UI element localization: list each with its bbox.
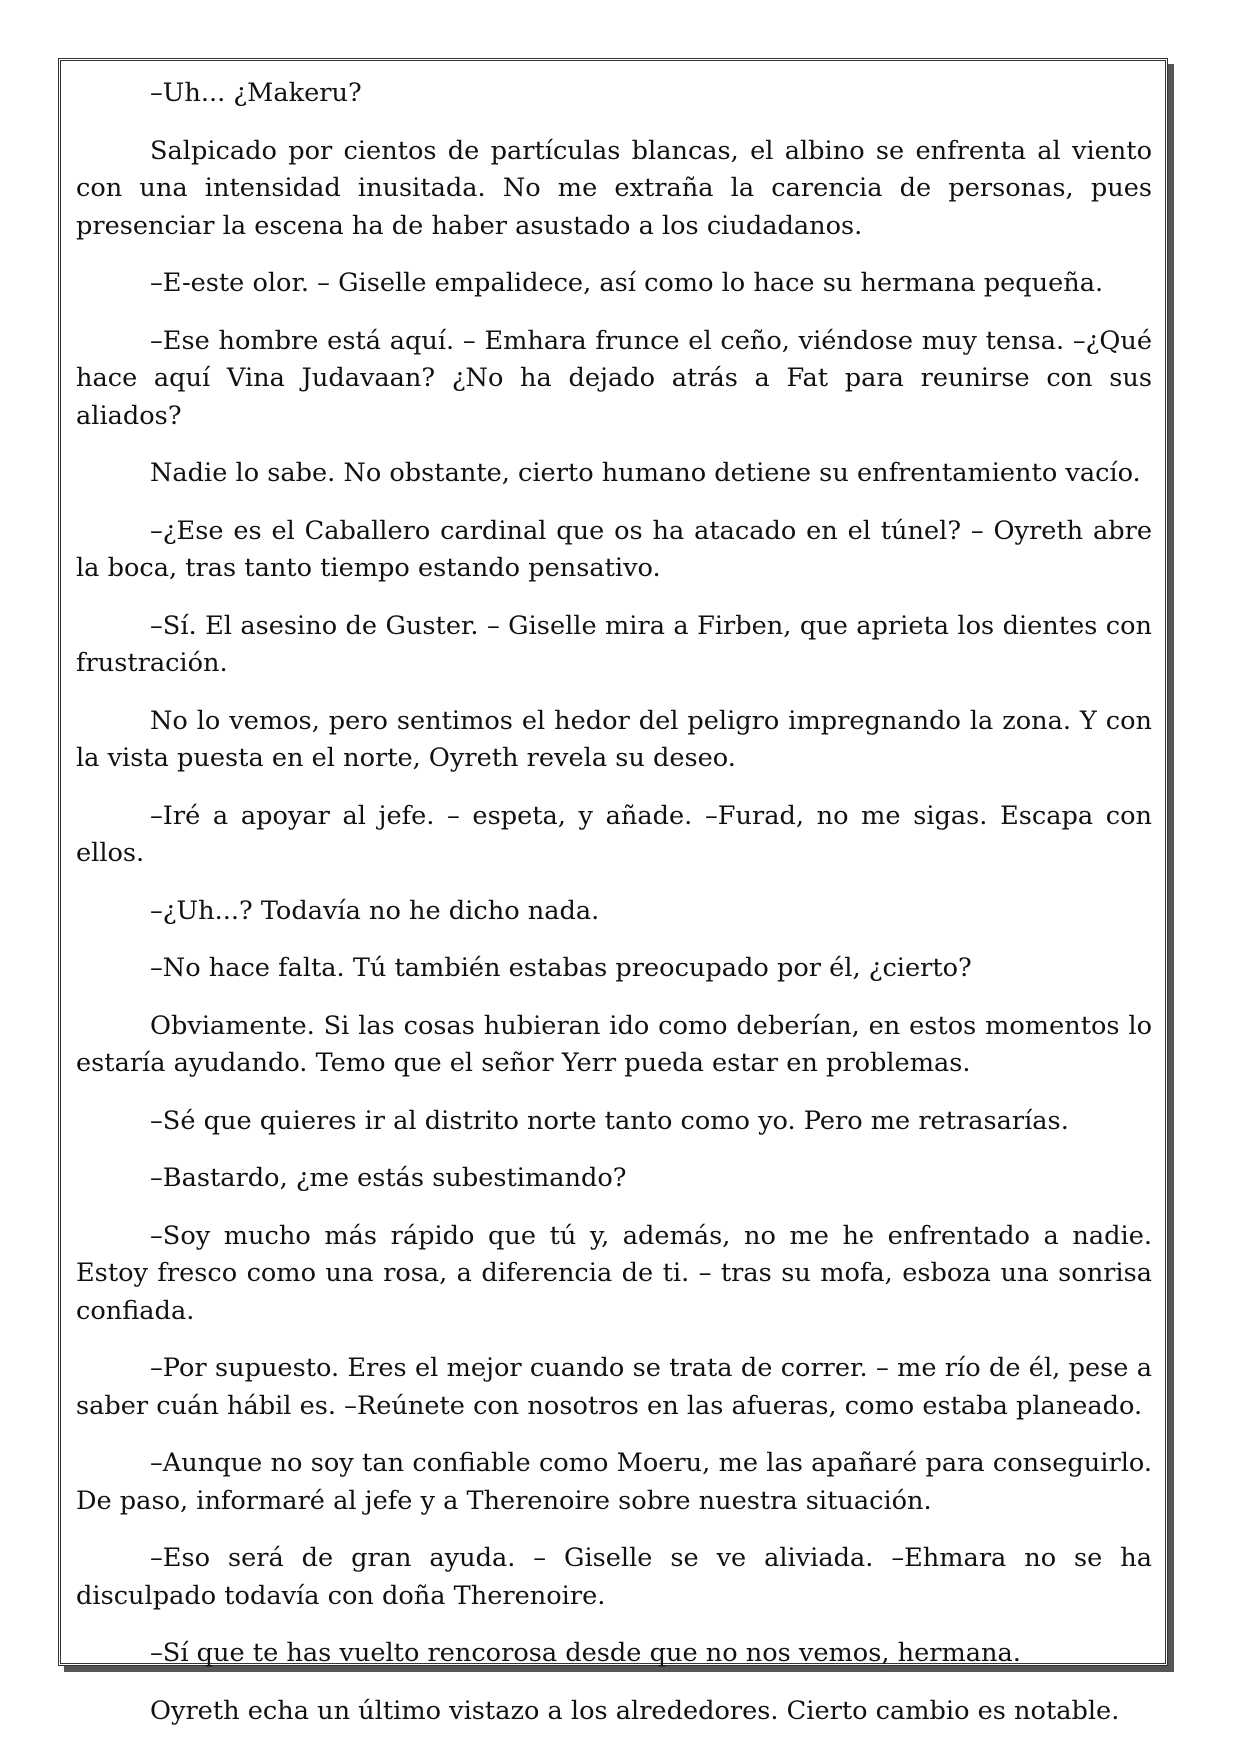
paragraph: Nadie lo sabe. No obstante, cierto humano detiene su enfrentamiento vacío.: [150, 458, 1141, 488]
paragraph: No lo vemos, pero sentimos el hedor del peligro impregnando la zona. Y con la vista puesta en el norte, Oyreth revela su deseo.: [76, 705, 1152, 773]
paragraph: –Iré a apoyar al jefe. – espeta, y añade. –Furad, no me sigas. Escapa con ellos.: [76, 800, 1152, 868]
paragraph: –Aunque no soy tan confiable como Moeru, me las apañaré para conseguirlo. De paso, informaré al jefe y a Therenoire sobre nuestra situación.: [76, 1448, 1152, 1516]
paragraph: –Por supuesto. Eres el mejor cuando se trata de correr. – me río de él, pese a saber cuán hábil es. –Reúnete con nosotros en las afueras, como estaba planeado.: [76, 1353, 1152, 1421]
paragraph: –Eso será de gran ayuda. – Giselle se ve aliviada. –Ehmara no se ha disculpado todavía con doña Therenoire.: [76, 1543, 1152, 1611]
paragraph: –E-este olor. – Giselle empalidece, así como lo hace su hermana pequeña.: [150, 268, 1104, 298]
paragraph: –Bastardo, ¿me estás subestimando?: [150, 1163, 627, 1193]
paragraph: –¿Uh...? Todavía no he dicho nada.: [150, 895, 600, 926]
paragraph: –Uh... ¿Makeru?: [150, 78, 362, 108]
paragraph: Oyreth echa un último vistazo a los alrededores. Cierto cambio es notable.: [150, 1695, 1120, 1726]
paragraph: Obviamente. Si las cosas hubieran ido como deberían, en estos momentos lo estaría ayudando. Temo que el señor Yerr pueda estar en problemas.: [76, 1010, 1152, 1078]
paragraph: –Sé que quieres ir al distrito norte tanto como yo. Pero me retrasarías.: [150, 1105, 1069, 1136]
paragraph: Salpicado por cientos de partículas blancas, el albino se enfrenta al viento con una intensidad inusitada. No me extraña la carencia de personas, pues presenciar la escena ha de haber asustado a los ciudadanos.: [76, 135, 1152, 241]
page-frame: [58, 58, 1168, 1726]
paragraph: –Soy mucho más rápido que tú y, además, no me he enfrentado a nadie. Estoy fresco como una rosa, a diferencia de ti. – tras su mofa, esboza una sonrisa confiada.: [76, 1220, 1152, 1326]
paragraph: –Sí que te has vuelto rencorosa desde que no nos vemos, hermana.: [150, 1638, 1021, 1668]
body-text: [76, 75, 1152, 1730]
paragraph: –No hace falta. Tú también estabas preocupado por él, ¿cierto?: [150, 953, 972, 983]
paragraph: –¿Ese es el Caballero cardinal que os ha atacado en el túnel? – Oyreth abre la boca, tras tanto tiempo estando pensativo.: [76, 515, 1152, 583]
paragraph: –Ese hombre está aquí. – Emhara frunce el ceño, viéndose muy tensa. –¿Qué hace aquí Vina Judavaan? ¿No ha dejado atrás a Fat para reunirse con sus aliados?: [76, 325, 1152, 431]
paragraph: –Sí. El asesino de Guster. – Giselle mira a Firben, que aprieta los dientes con frustración.: [76, 610, 1152, 678]
